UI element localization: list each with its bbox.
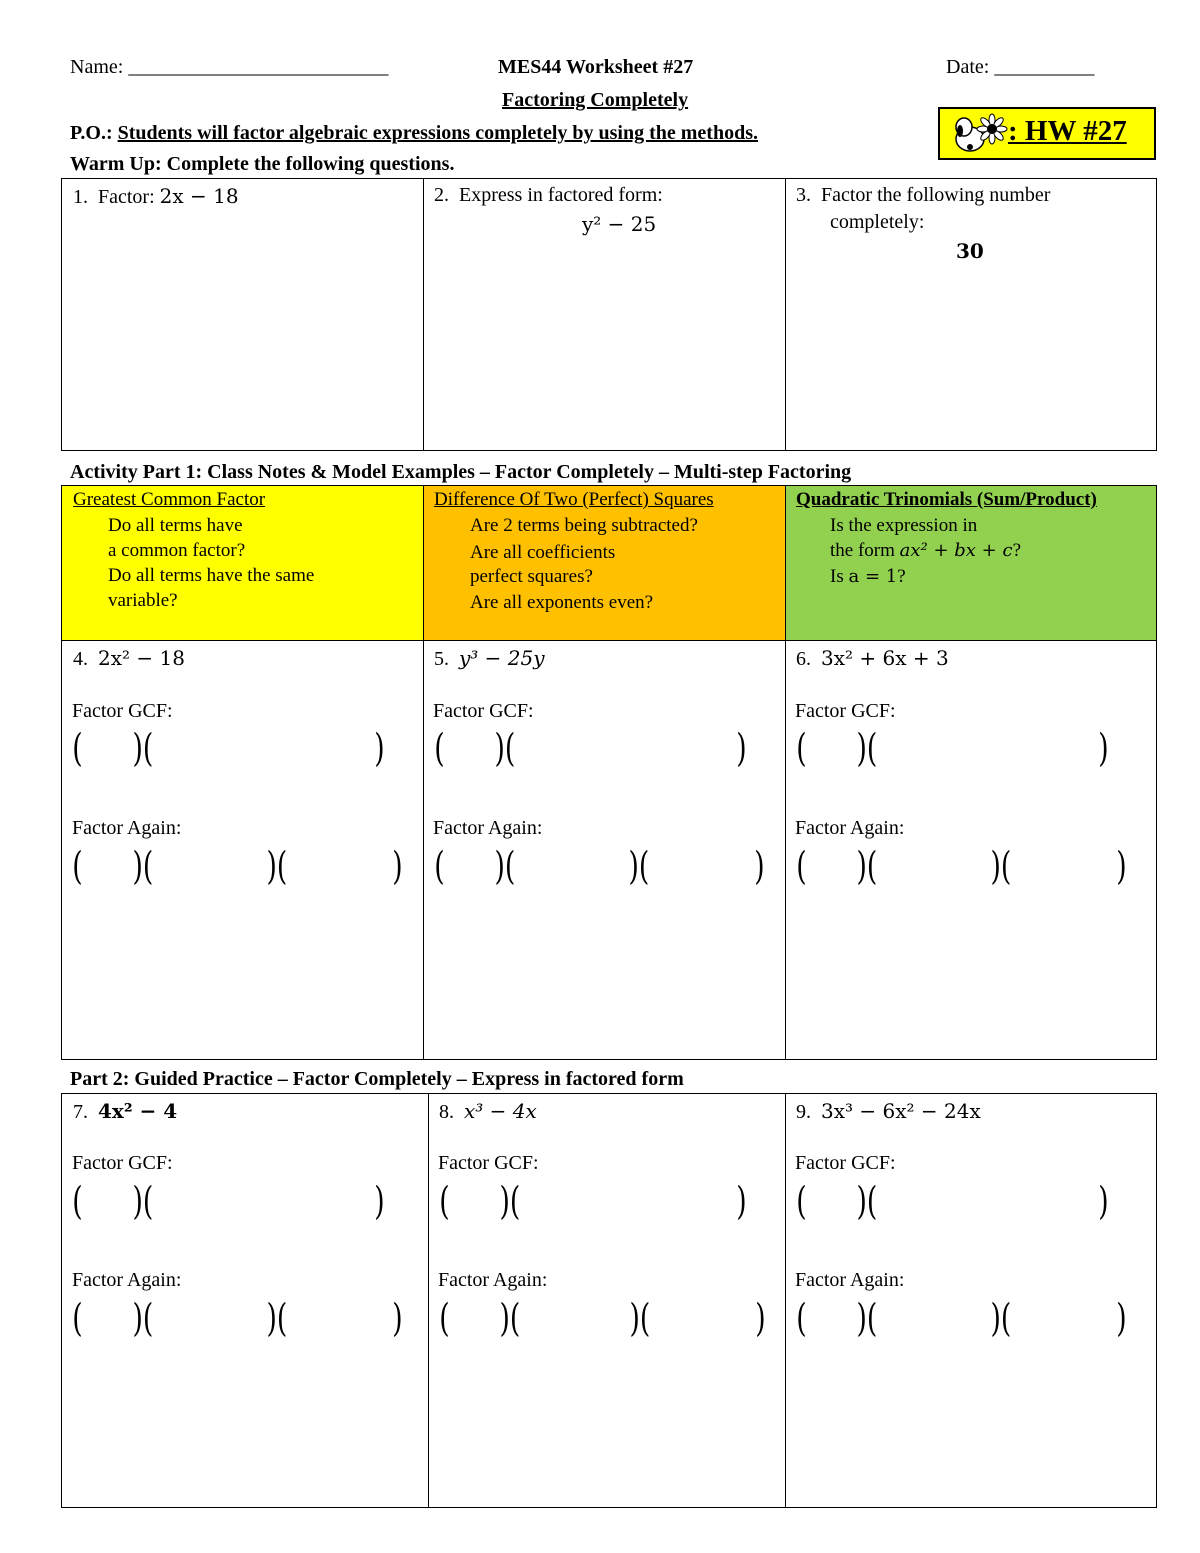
problem-4-cell[interactable]: 4. 2x² − 18 Factor GCF: ( )( ) Factor Again: ( )( )( ) xyxy=(61,640,424,1060)
problem-7-factor-gcf-label: Factor GCF: xyxy=(72,1152,173,1174)
problem-4-factor-again-label: Factor Again: xyxy=(72,817,182,839)
problem-5-number: 5. xyxy=(434,648,449,670)
q3-number: 3. xyxy=(796,184,811,206)
problem-8-expression: x³ − 4x xyxy=(464,1099,537,1123)
po-text: Students will factor algebraic expressions completely by using the methods. xyxy=(117,122,758,144)
problem-8-cell[interactable]: 8. x³ − 4x Factor GCF: ( )( ) Factor Again: ( )( )( ) xyxy=(428,1093,786,1508)
part2-heading: Part 2: Guided Practice – Factor Completely – Express in factored form xyxy=(70,1068,684,1090)
problem-9-factor-gcf-label: Factor GCF: xyxy=(795,1152,896,1174)
date-field[interactable] xyxy=(946,56,1094,79)
quadratic-line3-post: ? xyxy=(897,566,906,587)
dots-method-cell xyxy=(423,485,786,641)
q1-number: 1. xyxy=(73,186,88,208)
problem-9-number: 9. xyxy=(796,1101,811,1123)
page-subtitle: Factoring Completely xyxy=(502,89,689,111)
gcf-line1: Do all terms have xyxy=(108,515,243,536)
problem-7-factor-again-label: Factor Again: xyxy=(72,1269,182,1291)
quadratic-title: Quadratic Trinomials (Sum/Product) xyxy=(796,489,1097,510)
gcf-line2: a common factor? xyxy=(108,540,246,561)
problem-7-expression: 4x² − 4 xyxy=(98,1099,178,1123)
problem-5-factor-gcf-label: Factor GCF: xyxy=(433,700,534,722)
warmup-q2-cell[interactable] xyxy=(423,178,786,451)
worksheet-title: MES44 Worksheet #27 xyxy=(498,56,694,78)
gcf-method-cell xyxy=(61,485,424,641)
quadratic-line1: Is the expression in xyxy=(830,515,978,536)
q2-expression: y² − 25 xyxy=(582,212,657,236)
homework-badge-text: : HW #27 xyxy=(1008,115,1127,147)
gcf-line4: variable? xyxy=(108,590,178,611)
problem-5 xyxy=(434,646,545,671)
gcf-line3: Do all terms have the same xyxy=(108,565,315,586)
q3-line1 xyxy=(796,184,1050,207)
date-blank: __________ xyxy=(994,56,1095,78)
po-line xyxy=(70,122,758,145)
dots-line4: Are all exponents even? xyxy=(470,592,654,613)
problem-4-factor-gcf-label: Factor GCF: xyxy=(72,700,173,722)
date-label: Date: xyxy=(946,56,990,78)
problem-7-number: 7. xyxy=(73,1101,88,1123)
problem-6-expression: 3x² + 6x + 3 xyxy=(821,646,949,670)
quadratic-line3 xyxy=(830,566,906,588)
problem-7 xyxy=(73,1099,177,1124)
dots-line3: perfect squares? xyxy=(470,566,593,587)
problem-8-number: 8. xyxy=(439,1101,454,1123)
po-label: P.O.: xyxy=(70,122,113,144)
q3-text: Factor the following number xyxy=(821,184,1051,206)
problem-9-cell[interactable]: 9. 3x³ − 6x² − 24x Factor GCF: ( )( ) Factor Again: ( )( )( ) xyxy=(785,1093,1157,1508)
quadratic-line2-pre: the form xyxy=(830,540,895,561)
problem-7-cell[interactable]: 7. 4x² − 4 Factor GCF: ( )( ) Factor Again: ( )( )( ) xyxy=(61,1093,429,1508)
problem-8-factor-again-label: Factor Again: xyxy=(438,1269,548,1291)
problem-9-factor-again-label: Factor Again: xyxy=(795,1269,905,1291)
warmup-q1-cell[interactable] xyxy=(61,178,424,451)
warmup-q2 xyxy=(434,184,663,207)
q3-value: 30 xyxy=(956,239,984,263)
problem-4-number: 4. xyxy=(73,648,88,670)
q3-line2: completely: xyxy=(830,211,925,233)
problem-5-factor-again-label: Factor Again: xyxy=(433,817,543,839)
problem-5-cell[interactable]: 5. y³ − 25y Factor GCF: ( )( ) Factor Again: ( )( )( ) xyxy=(423,640,786,1060)
q1-expression: 2x − 18 xyxy=(159,184,239,208)
gcf-title: Greatest Common Factor xyxy=(73,489,266,510)
problem-6 xyxy=(796,646,949,671)
quadratic-line3-pre: Is xyxy=(830,566,844,587)
quadratic-method-cell xyxy=(785,485,1157,641)
problem-6-factor-gcf-label: Factor GCF: xyxy=(795,700,896,722)
quadratic-line2 xyxy=(830,540,1021,562)
q2-text: Express in factored form: xyxy=(459,184,663,206)
dots-line1: Are 2 terms being subtracted? xyxy=(470,515,698,536)
warmup-q1 xyxy=(73,184,239,209)
problem-8 xyxy=(439,1099,537,1124)
dots-line2: Are all coefficients xyxy=(470,542,616,563)
part1-heading: Activity Part 1: Class Notes & Model Examples – Factor Completely – Multi-step Factoring xyxy=(70,461,852,483)
warmup-heading: Warm Up: Complete the following questions. xyxy=(70,153,455,175)
problem-9-expression: 3x³ − 6x² − 24x xyxy=(821,1099,981,1123)
q2-number: 2. xyxy=(434,184,449,206)
problem-6-cell[interactable]: 6. 3x² + 6x + 3 Factor GCF: ( )( ) Factor Again: ( )( )( ) xyxy=(785,640,1157,1060)
quadratic-form-expression: ax² + bx + c xyxy=(899,540,1013,561)
problem-6-number: 6. xyxy=(796,648,811,670)
problem-4-expression: 2x² − 18 xyxy=(98,646,185,670)
homework-badge xyxy=(938,107,1156,160)
problem-8-factor-gcf-label: Factor GCF: xyxy=(438,1152,539,1174)
dots-title: Difference Of Two (Perfect) Squares xyxy=(434,489,714,510)
name-field[interactable] xyxy=(70,56,388,79)
problem-4 xyxy=(73,646,185,671)
snoopy-flower-icon xyxy=(952,111,1008,157)
name-label: Name: xyxy=(70,56,124,78)
name-blank: __________________________ xyxy=(128,56,389,78)
quadratic-line2-post: ? xyxy=(1012,540,1021,561)
problem-9 xyxy=(796,1099,981,1124)
problem-6-factor-again-label: Factor Again: xyxy=(795,817,905,839)
warmup-q3-cell[interactable] xyxy=(785,178,1157,451)
problem-5-expression: y³ − 25y xyxy=(459,646,545,670)
quadratic-a-expression: a = 1 xyxy=(848,566,898,587)
q1-text: Factor: xyxy=(98,186,155,208)
